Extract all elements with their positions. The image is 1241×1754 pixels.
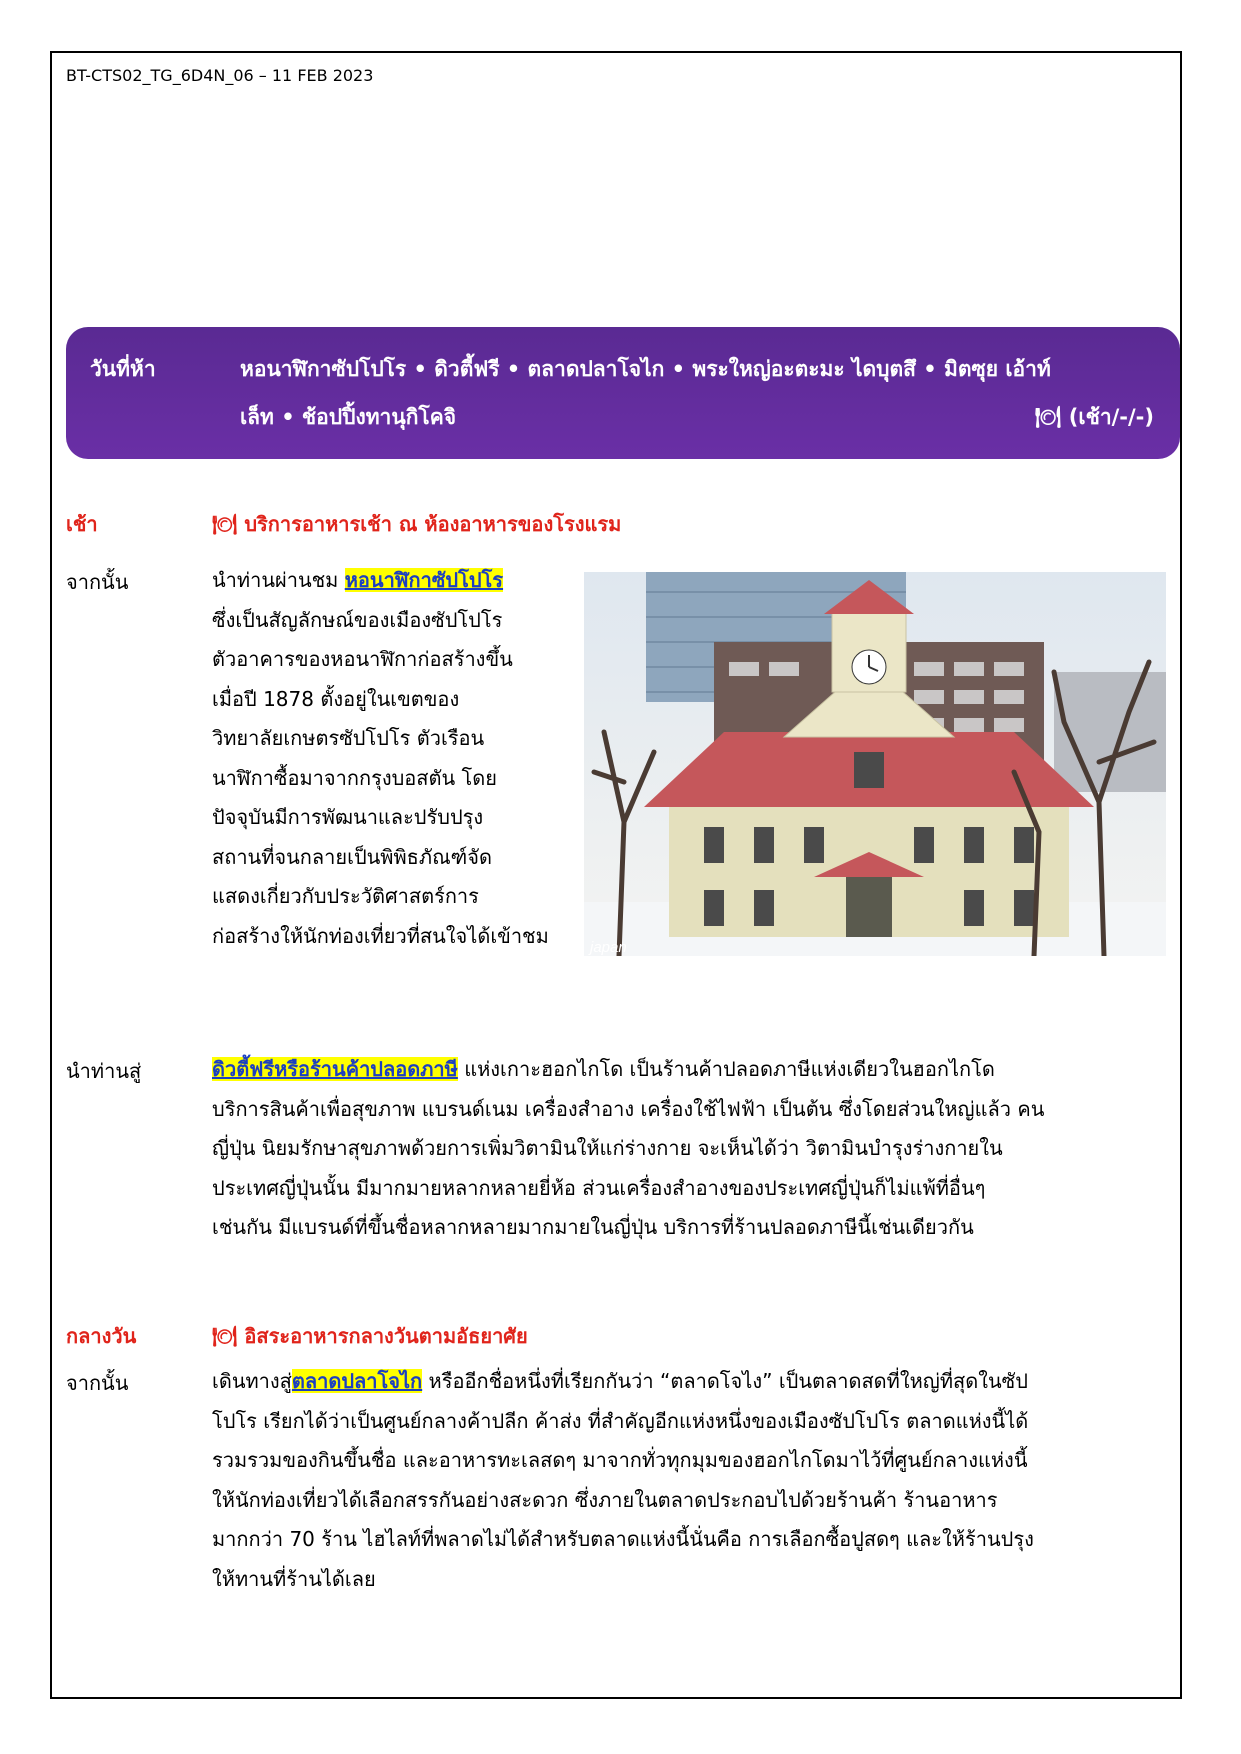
clock-tower-photo — [584, 572, 1166, 956]
clock-tower-line: ก่อสร้างให้นักท่องเที่ยวที่สนใจได้เข้าชม — [212, 923, 549, 948]
lead-to-label: นำท่านสู่ — [66, 1059, 142, 1083]
breakfast-text: บริการอาหารเช้า ณ ห้องอาหารของโรงแรม — [244, 512, 622, 536]
plate-icon: 🍽 — [212, 1324, 245, 1348]
clock-tower-line: ซึ่งเป็นสัญลักษณ์ของเมืองซัปโปโร — [212, 607, 503, 632]
lunch-text: อิสระอาหารกลางวันตามอัธยาศัย — [244, 1324, 528, 1348]
document-code: BT-CTS02_TG_6D4N_06 – 11 FEB 2023 — [66, 66, 374, 85]
day-banner — [66, 327, 1180, 459]
clock-tower-line: สถานที่จนกลายเป็นพิพิธภัณฑ์จัด — [212, 844, 492, 869]
fish-market-line: ให้ทานที่ร้านได้เลย — [212, 1566, 376, 1591]
duty-free-line: เช่นกัน มีแบรนด์ที่ขึ้นชื่อหลากหลายมากมายในญี่ปุ่น บริการที่ร้านปลอดภาษีนี้เช่นเดียวกัน — [212, 1215, 974, 1239]
then-label-1: จากนั้น — [66, 570, 129, 594]
plate-icon: 🍽 — [1034, 405, 1069, 429]
photo-watermark: japan — [590, 939, 627, 956]
fish-market-description — [212, 1362, 1172, 1599]
duty-free-first-line — [212, 1050, 1172, 1090]
fish-market-line: มากกว่า 70 ร้าน ไฮไลท์ที่พลาดไม่ได้สำหรับตลาดแห่งนี้นั่นคือ การเลือกซื้อปูสดๆ และให้ร้านปรุง — [212, 1527, 1034, 1551]
duty-free-line: ประเทศญี่ปุ่นนั้น มีมากมายหลากหลายยี่ห้อ ส่วนเครื่องสำอางของประเทศญี่ปุ่นก็ไม่แพ้ที่อื่นๆ — [212, 1175, 986, 1200]
clock-tower-line: เมื่อปี 1878 ตั้งอยู่ในเขตของ — [212, 686, 460, 711]
clock-tower-line: แสดงเกี่ยวกับประวัติศาสตร์การ — [212, 884, 479, 908]
fish-market-first-rest: หรืออีกชื่อหนึ่งที่เรียกกันว่า “ตลาดโจไง” เป็นตลาดสดที่ใหญ่ที่สุดในซัป — [422, 1369, 1028, 1393]
duty-free-description — [212, 1050, 1172, 1248]
clock-tower-description — [212, 561, 572, 956]
duty-free-line: บริการสินค้าเพื่อสุขภาพ แบรนด์เนม เครื่องสำอาง เครื่องใช้ไฟฟ้า เป็นต้น ซึ่งโดยส่วนใหญ่แล้ว คน — [212, 1096, 1045, 1121]
clock-tower-line: ตัวอาคารของหอนาฬิกาก่อสร้างขึ้น — [212, 647, 513, 671]
then-label-2: จากนั้น — [66, 1371, 129, 1395]
fish-market-line: ให้นักท่องเที่ยวได้เลือกสรรกันอย่างสะดวก ซึ่งภายในตลาดประกอบไปด้วยร้านค้า ร้านอาหาร — [212, 1487, 998, 1512]
duty-free-first-rest: แห่งเกาะฮอกไกโด เป็นร้านค้าปลอดภาษีแห่งเดียวในฮอกไกโด — [457, 1057, 995, 1081]
fish-market-line: รวมรวมของกินขึ้นชื่อ และอาหารทะเลสดๆ มาจากทั่วทุกมุมของฮอกไกโดมาไว้ที่ศูนย์กลางแห่งนี้ — [212, 1448, 1028, 1472]
clock-tower-lead: นำท่านผ่านชม — [212, 568, 345, 592]
lunch-label: กลางวัน — [66, 1324, 137, 1348]
fish-market-line: โปโร เรียกได้ว่าเป็นศูนย์กลางค้าปลีก ค้าส่ง ที่สำคัญอีกแห่งหนึ่งของเมืองซัปโปโร ตลาดแห่งนี้ได้ — [212, 1408, 1029, 1433]
clock-tower-line: นาฬิกาซื้อมาจากกรุงบอสตัน โดย — [212, 765, 497, 790]
fish-market-highlight: ตลาดปลาโจไก — [291, 1369, 423, 1393]
itinerary-line-1: หอนาฬิกาซัปโปโร • ดิวตี้ฟรี • ตลาดปลาโจไก • พระใหญ่อะตะมะ ไดบุตสึ • มิตซุย เอ้าท์ — [240, 357, 1051, 381]
fish-market-first-line — [212, 1362, 1172, 1402]
itinerary-line-2: เล็ท • ช้อปปิ้งทานุกิโคจิ — [240, 405, 457, 429]
duty-free-line: ญี่ปุ่น นิยมรักษาสุขภาพด้วยการเพิ่มวิตามินให้แก่ร่างกาย จะเห็นได้ว่า วิตามินบำรุงร่างกายใน — [212, 1136, 1003, 1160]
meals-summary — [1035, 401, 1154, 434]
lunch-note — [212, 1320, 528, 1352]
meals-text: (เช้า/-/-) — [1068, 405, 1154, 429]
clock-tower-line: วิทยาลัยเกษตรซัปโปโร ตัวเรือน — [212, 726, 485, 750]
clock-tower-first-line — [212, 561, 572, 601]
morning-label: เช้า — [66, 512, 98, 536]
clock-tower-highlight: หอนาฬิกาซัปโปโร — [344, 568, 504, 592]
breakfast-note — [212, 508, 621, 540]
fish-market-lead: เดินทางสู่ — [212, 1369, 292, 1393]
duty-free-highlight: ดิวตี้ฟรีหรือร้านค้าปลอดภาษี — [212, 1057, 458, 1081]
clock-tower-line: ปัจจุบันมีการพัฒนาและปรับปรุง — [212, 805, 484, 829]
day-label: วันที่ห้า — [90, 357, 156, 381]
plate-icon: 🍽 — [212, 512, 245, 536]
